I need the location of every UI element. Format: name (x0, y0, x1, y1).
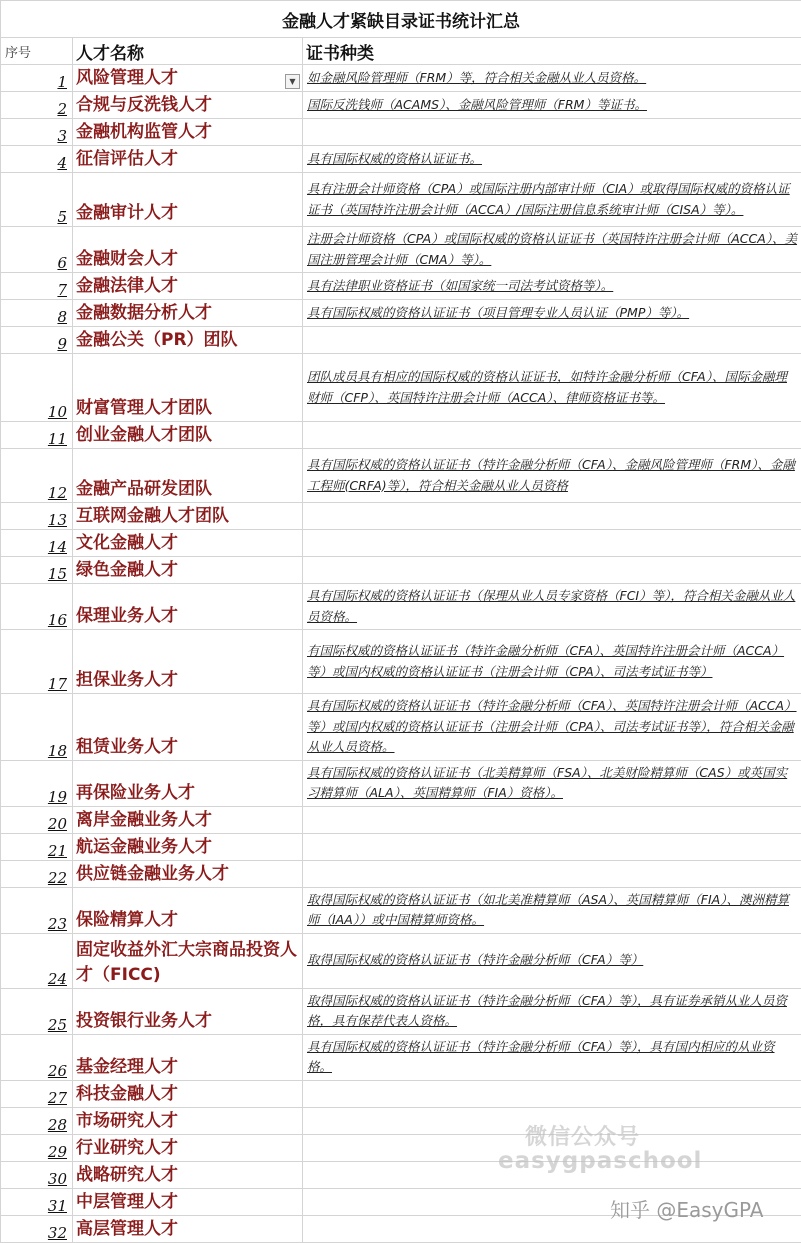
talent-name-text: 担保业务人才 (76, 670, 178, 690)
talent-name-cell[interactable] (73, 422, 303, 449)
table-row (1, 530, 801, 557)
talent-name-text: 财富管理人才团队 (76, 398, 212, 418)
certificate-cell[interactable]: 具有国际权威的资格认证证书。 (303, 146, 801, 173)
talent-name-text: 绿色金融人才 (76, 560, 178, 580)
talent-name-cell[interactable] (73, 92, 303, 119)
table-row (1, 65, 801, 92)
certificate-cell[interactable] (303, 833, 801, 860)
row-number-cell[interactable]: 11 (1, 422, 73, 449)
talent-name-cell[interactable] (73, 1161, 303, 1188)
certificate-cell[interactable]: 具有国际权威的资格认证证书（保理从业人员专家资格（FCI）等），符合相关金融从业人员资格。 (303, 584, 801, 630)
talent-name-cell[interactable] (73, 1107, 303, 1134)
talent-name-text: 合规与反洗钱人才 (76, 95, 212, 115)
talent-name-text: 基金经理人才 (76, 1057, 178, 1077)
row-number-cell[interactable]: 27 (1, 1080, 73, 1107)
certificate-cell[interactable] (303, 860, 801, 887)
talent-name-cell[interactable] (73, 557, 303, 584)
sheet-title: 金融人才紧缺目录证书统计汇总 (1, 1, 801, 38)
row-number-cell[interactable]: 31 (1, 1188, 73, 1215)
talent-name-text: 征信评估人才 (76, 149, 178, 169)
certificate-cell[interactable]: 取得国际权威的资格认证证书（特许金融分析师（CFA）等） (303, 933, 801, 988)
talent-name-cell[interactable] (73, 860, 303, 887)
row-number-cell[interactable]: 21 (1, 833, 73, 860)
talent-name-text: 金融审计人才 (76, 203, 178, 223)
certificate-cell[interactable]: 如金融风险管理师（FRM）等，符合相关金融从业人员资格。 (303, 65, 801, 92)
row-number-cell[interactable]: 14 (1, 530, 73, 557)
talent-name-text: 投资银行业务人才 (76, 1011, 212, 1031)
certificate-cell[interactable] (303, 806, 801, 833)
talent-name-cell[interactable] (73, 760, 303, 806)
row-number-cell[interactable]: 6 (1, 227, 73, 273)
talent-name-text: 中层管理人才 (76, 1192, 178, 1212)
talent-name-cell[interactable] (73, 806, 303, 833)
certificate-cell[interactable]: 具有注册会计师资格（CPA）或国际注册内部审计师（CIA）或取得国际权威的资格认证证书（英国特许注册会计师（ACCA）/国际注册信息系统审计师（CISA）等）。 (303, 173, 801, 227)
row-number-cell[interactable]: 16 (1, 584, 73, 630)
certificate-cell[interactable] (303, 119, 801, 146)
talent-name-cell[interactable] (73, 630, 303, 694)
certificate-cell[interactable]: 团队成员具有相应的国际权威的资格认证证书，如特许金融分析师（CFA）、国际金融理财师（CFP）、英国特许注册会计师（ACCA）、律师资格证书等。 (303, 354, 801, 422)
certificate-cell[interactable]: 具有国际权威的资格认证证书（特许金融分析师（CFA）、英国特许注册会计师（ACCA）等）或国内权威的资格认证证书（注册会计师（CPA）、司法考试证书等），符合相关金融从业人员资格。 (303, 694, 801, 761)
certificate-cell[interactable] (303, 503, 801, 530)
talent-name-cell[interactable] (73, 327, 303, 354)
certificate-cell[interactable]: 具有法律职业资格证书（如国家统一司法考试资格等）。 (303, 273, 801, 300)
row-number-cell[interactable]: 4 (1, 146, 73, 173)
talent-name-text: 互联网金融人才团队 (76, 506, 229, 526)
header-name[interactable]: 人才名称 (73, 38, 303, 65)
talent-name-text: 战略研究人才 (76, 1165, 178, 1185)
table-row (1, 584, 801, 630)
certificate-cell[interactable]: 取得国际权威的资格认证证书（如北美准精算师（ASA）、英国精算师（FIA）、澳洲精算师（IAA））或中国精算师资格。 (303, 887, 801, 933)
table-row (1, 354, 801, 422)
table-row (1, 806, 801, 833)
row-number-cell[interactable]: 2 (1, 92, 73, 119)
table-row (1, 557, 801, 584)
table-row (1, 1080, 801, 1107)
talent-name-text: 租赁业务人才 (76, 737, 178, 757)
talent-name-cell[interactable] (73, 503, 303, 530)
row-number-cell[interactable]: 23 (1, 887, 73, 933)
table-row (1, 227, 801, 273)
talent-name-cell[interactable] (73, 833, 303, 860)
talent-name-text: 离岸金融业务人才 (76, 810, 212, 830)
table-row (1, 630, 801, 694)
row-number-cell[interactable]: 15 (1, 557, 73, 584)
talent-name-text: 文化金融人才 (76, 533, 178, 553)
certificate-cell[interactable] (303, 422, 801, 449)
talent-name-text: 金融产品研发团队 (76, 479, 212, 499)
table-row (1, 833, 801, 860)
watermark-account: easygpaschool (498, 1148, 702, 1174)
header-row (1, 38, 801, 65)
certificate-cell[interactable]: 具有国际权威的资格认证证书（北美精算师（FSA）、北美财险精算师（CAS）或英国实习精算师（ALA）、英国精算师（FIA）资格）。 (303, 760, 801, 806)
talent-name-text: 创业金融人才团队 (76, 425, 212, 445)
row-number-cell[interactable]: 18 (1, 694, 73, 761)
table-row (1, 1034, 801, 1080)
table-row (1, 449, 801, 503)
talent-name-cell[interactable] (73, 530, 303, 557)
certificate-cell[interactable]: 具有国际权威的资格认证证书（特许金融分析师（CFA）等），具有国内相应的从业资格。 (303, 1034, 801, 1080)
certificate-cell[interactable]: 有国际权威的资格认证证书（特许金融分析师（CFA）、英国特许注册会计师（ACCA）等）或国内权威的资格认证证书（注册会计师（CPA）、司法考试证书等） (303, 630, 801, 694)
certificate-cell[interactable] (303, 530, 801, 557)
talent-name-cell[interactable] (73, 584, 303, 630)
talent-name-text: 科技金融人才 (76, 1084, 178, 1104)
title-row (1, 1, 801, 38)
table-row (1, 119, 801, 146)
talent-name-text: 市场研究人才 (76, 1111, 178, 1131)
talent-name-cell[interactable] (73, 449, 303, 503)
table-row (1, 273, 801, 300)
row-number-cell[interactable]: 10 (1, 354, 73, 422)
talent-name-cell[interactable] (73, 988, 303, 1034)
talent-name-text: 金融法律人才 (76, 276, 178, 296)
row-number-cell[interactable]: 29 (1, 1134, 73, 1161)
talent-name-cell[interactable] (73, 273, 303, 300)
row-number-cell[interactable]: 20 (1, 806, 73, 833)
table-row (1, 503, 801, 530)
certificate-cell[interactable]: 取得国际权威的资格认证证书（特许金融分析师（CFA）等），具有证券承销从业人员资格，具有保荐代表人资格。 (303, 988, 801, 1034)
table-row (1, 887, 801, 933)
row-number-cell[interactable]: 30 (1, 1161, 73, 1188)
table-row (1, 860, 801, 887)
talent-name-cell[interactable] (73, 65, 303, 92)
row-number-cell[interactable]: 19 (1, 760, 73, 806)
talent-name-text: 保险精算人才 (76, 910, 178, 930)
watermark-zhihu: 知乎 @EasyGPA (610, 1194, 763, 1223)
talent-name-cell[interactable] (73, 887, 303, 933)
talent-name-text: 金融数据分析人才 (76, 303, 212, 323)
table-row (1, 146, 801, 173)
certificate-cell[interactable]: 具有国际权威的资格认证证书（特许金融分析师（CFA）、金融风险管理师（FRM）、金融工程师(CRFA)等），符合相关金融从业人员资格 (303, 449, 801, 503)
row-number-cell[interactable]: 3 (1, 119, 73, 146)
row-number-cell[interactable]: 9 (1, 327, 73, 354)
talent-name-text: 航运金融业务人才 (76, 837, 212, 857)
table-row (1, 300, 801, 327)
talent-name-cell[interactable] (73, 1215, 303, 1242)
talent-name-cell[interactable] (73, 1034, 303, 1080)
table-row (1, 327, 801, 354)
table-row (1, 933, 801, 988)
talent-name-text: 保理业务人才 (76, 606, 178, 626)
talent-name-cell[interactable] (73, 300, 303, 327)
certificate-cell[interactable]: 国际反洗钱师（ACAMS）、金融风险管理师（FRM）等证书。 (303, 92, 801, 119)
table-row (1, 988, 801, 1034)
talent-name-cell[interactable] (73, 1188, 303, 1215)
talent-name-text: 行业研究人才 (76, 1138, 178, 1158)
talent-name-cell[interactable] (73, 146, 303, 173)
certificate-cell[interactable] (303, 1080, 801, 1107)
row-number-cell[interactable]: 22 (1, 860, 73, 887)
header-cert[interactable]: 证书种类 (303, 38, 801, 65)
talent-name-text: 供应链金融业务人才 (76, 864, 229, 884)
header-no[interactable]: 序号 (1, 38, 73, 65)
talent-name-cell[interactable] (73, 119, 303, 146)
talent-name-text: 金融机构监管人才 (76, 122, 212, 142)
talent-name-cell[interactable] (73, 1134, 303, 1161)
row-number-cell[interactable]: 7 (1, 273, 73, 300)
row-number-cell[interactable]: 28 (1, 1107, 73, 1134)
talent-name-cell[interactable] (73, 354, 303, 422)
talent-name-text: 高层管理人才 (76, 1219, 178, 1239)
table-row (1, 422, 801, 449)
row-number-cell[interactable]: 12 (1, 449, 73, 503)
table-row (1, 1107, 801, 1134)
talent-name-cell[interactable] (73, 173, 303, 227)
row-number-cell[interactable]: 26 (1, 1034, 73, 1080)
certificate-cell[interactable] (303, 557, 801, 584)
table-row (1, 760, 801, 806)
certificate-cell[interactable]: 具有国际权威的资格认证证书（项目管理专业人员认证（PMP）等）。 (303, 300, 801, 327)
watermark-wechat: 微信公众号 (525, 1120, 640, 1151)
row-number-cell[interactable]: 1 (1, 65, 73, 92)
talent-name-text: 金融财会人才 (76, 249, 178, 269)
talent-name-cell[interactable] (73, 933, 303, 988)
chevron-down-icon[interactable]: ▼ (285, 74, 300, 89)
table-row (1, 173, 801, 227)
talent-name-text: 固定收益外汇大宗商品投资人才（FICC) (76, 940, 297, 985)
table-row (1, 92, 801, 119)
row-number-cell[interactable]: 24 (1, 933, 73, 988)
talent-name-text: 金融公关（PR）团队 (76, 330, 238, 350)
certificate-cell[interactable] (303, 327, 801, 354)
talent-name-cell[interactable] (73, 227, 303, 273)
talent-name-text: 风险管理人才 (76, 68, 178, 88)
row-number-cell[interactable]: 8 (1, 300, 73, 327)
row-number-cell[interactable]: 32 (1, 1215, 73, 1242)
talent-name-cell[interactable] (73, 1080, 303, 1107)
row-number-cell[interactable]: 13 (1, 503, 73, 530)
talent-name-text: 再保险业务人才 (76, 783, 195, 803)
talent-name-cell[interactable] (73, 694, 303, 761)
row-number-cell[interactable]: 5 (1, 173, 73, 227)
certificate-cell[interactable]: 注册会计师资格（CPA）或国际权威的资格认证证书（英国特许注册会计师（ACCA）、美国注册管理会计师（CMA）等）。 (303, 227, 801, 273)
table-row (1, 694, 801, 761)
row-number-cell[interactable]: 17 (1, 630, 73, 694)
row-number-cell[interactable]: 25 (1, 988, 73, 1034)
